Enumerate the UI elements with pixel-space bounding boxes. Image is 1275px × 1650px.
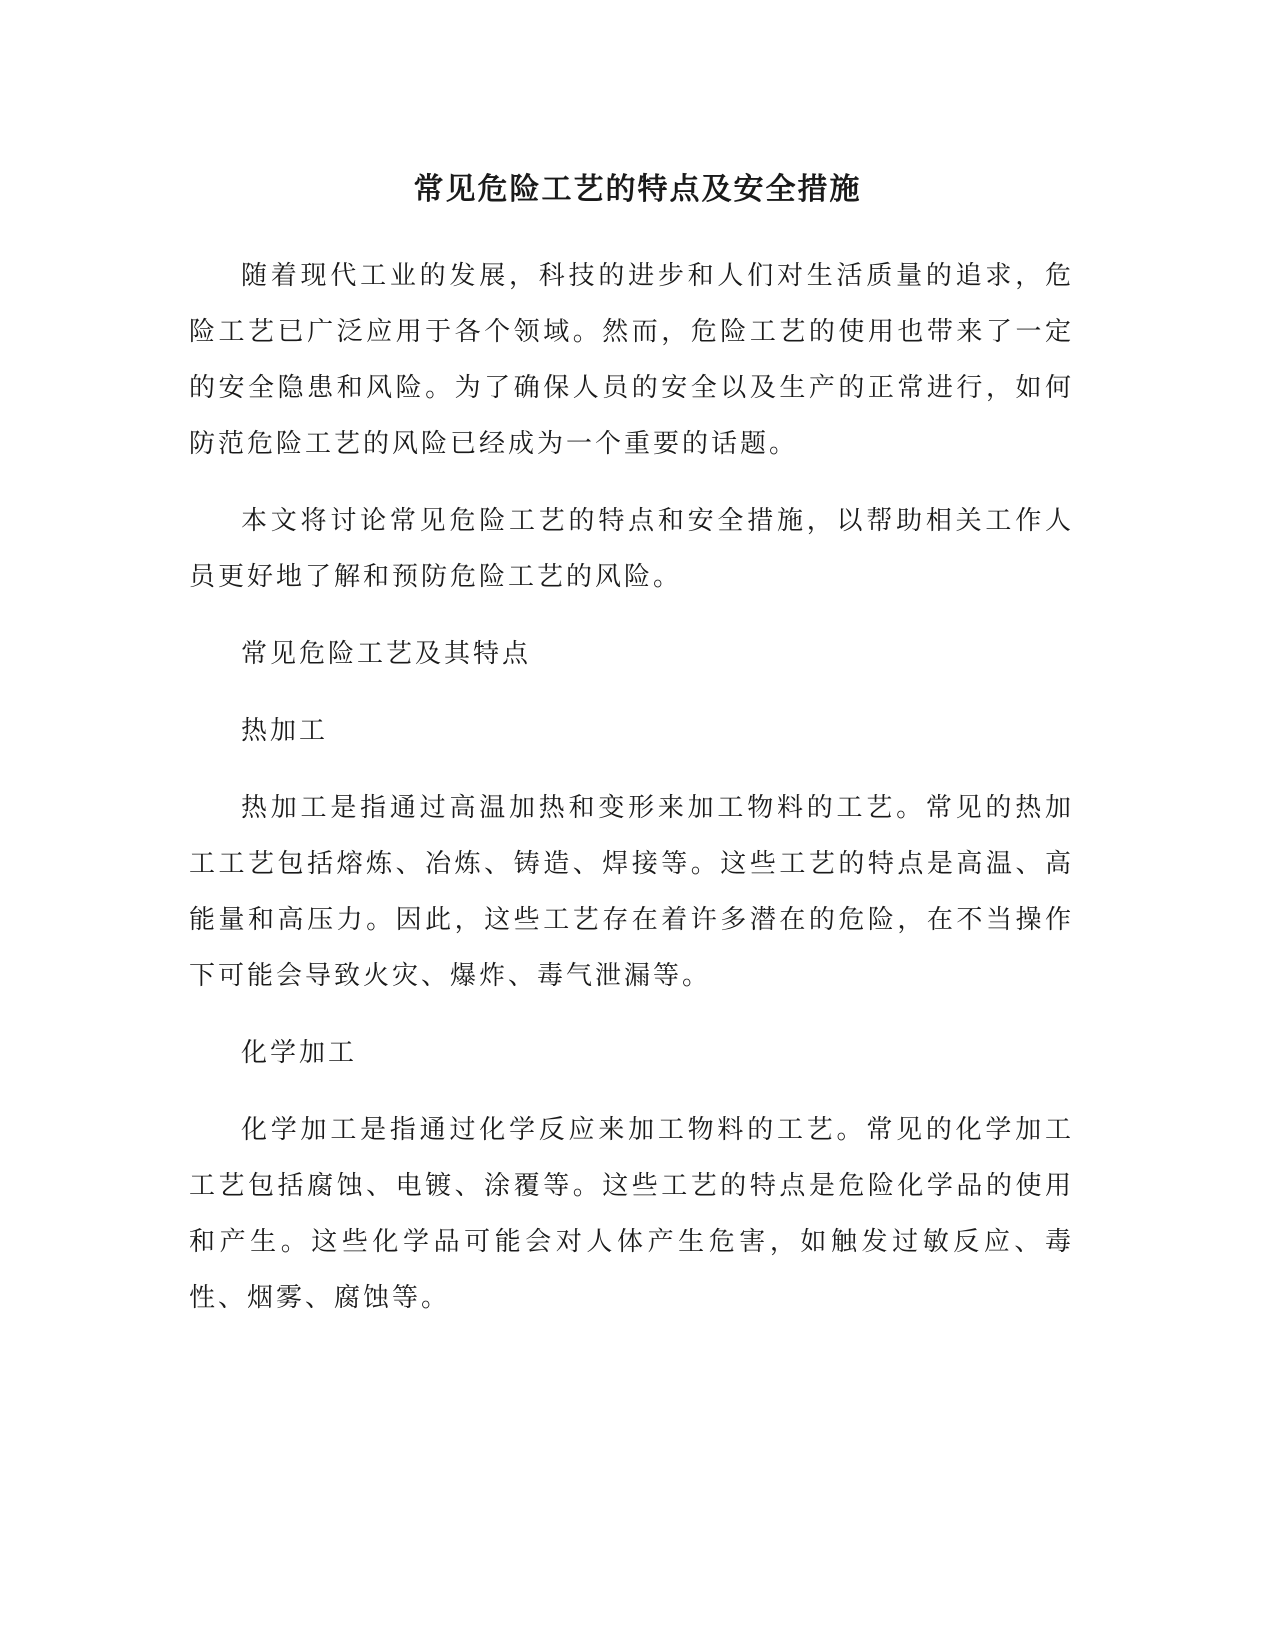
subheading-hot-working: 热加工 — [241, 716, 329, 746]
subheading-chemical-processing: 化学加工 — [241, 1038, 358, 1068]
paragraph-purpose: 本文将讨论常见危险工艺的特点和安全措施，以帮助相关工作人员更好地了解和预防危险工艺的风险。 — [189, 506, 1074, 592]
section-heading-common-processes: 常见危险工艺及其特点 — [241, 639, 532, 669]
document-title: 常见危险工艺的特点及安全措施 — [413, 172, 862, 207]
paragraph-chemical-processing: 化学加工是指通过化学反应来加工物料的工艺。常见的化学加工工艺包括腐蚀、电镀、涂覆等。这些工艺的特点是危险化学品的使用和产生。这些化学品可能会对人体产生危害，如触发过敏反应、毒性、烟雾、腐蚀等。 — [189, 1115, 1074, 1313]
paragraph-hot-working: 热加工是指通过高温加热和变形来加工物料的工艺。常见的热加工工艺包括熔炼、冶炼、铸造、焊接等。这些工艺的特点是高温、高能量和高压力。因此，这些工艺存在着许多潜在的危险，在不当操作下可能会导致火灾、爆炸、毒气泄漏等。 — [189, 793, 1074, 991]
document-body — [189, 248, 1074, 1347]
paragraph-intro: 随着现代工业的发展，科技的进步和人们对生活质量的追求，危险工艺已广泛应用于各个领域。然而，危险工艺的使用也带来了一定的安全隐患和风险。为了确保人员的安全以及生产的正常进行，如何防范危险工艺的风险已经成为一个重要的话题。 — [189, 261, 1074, 459]
